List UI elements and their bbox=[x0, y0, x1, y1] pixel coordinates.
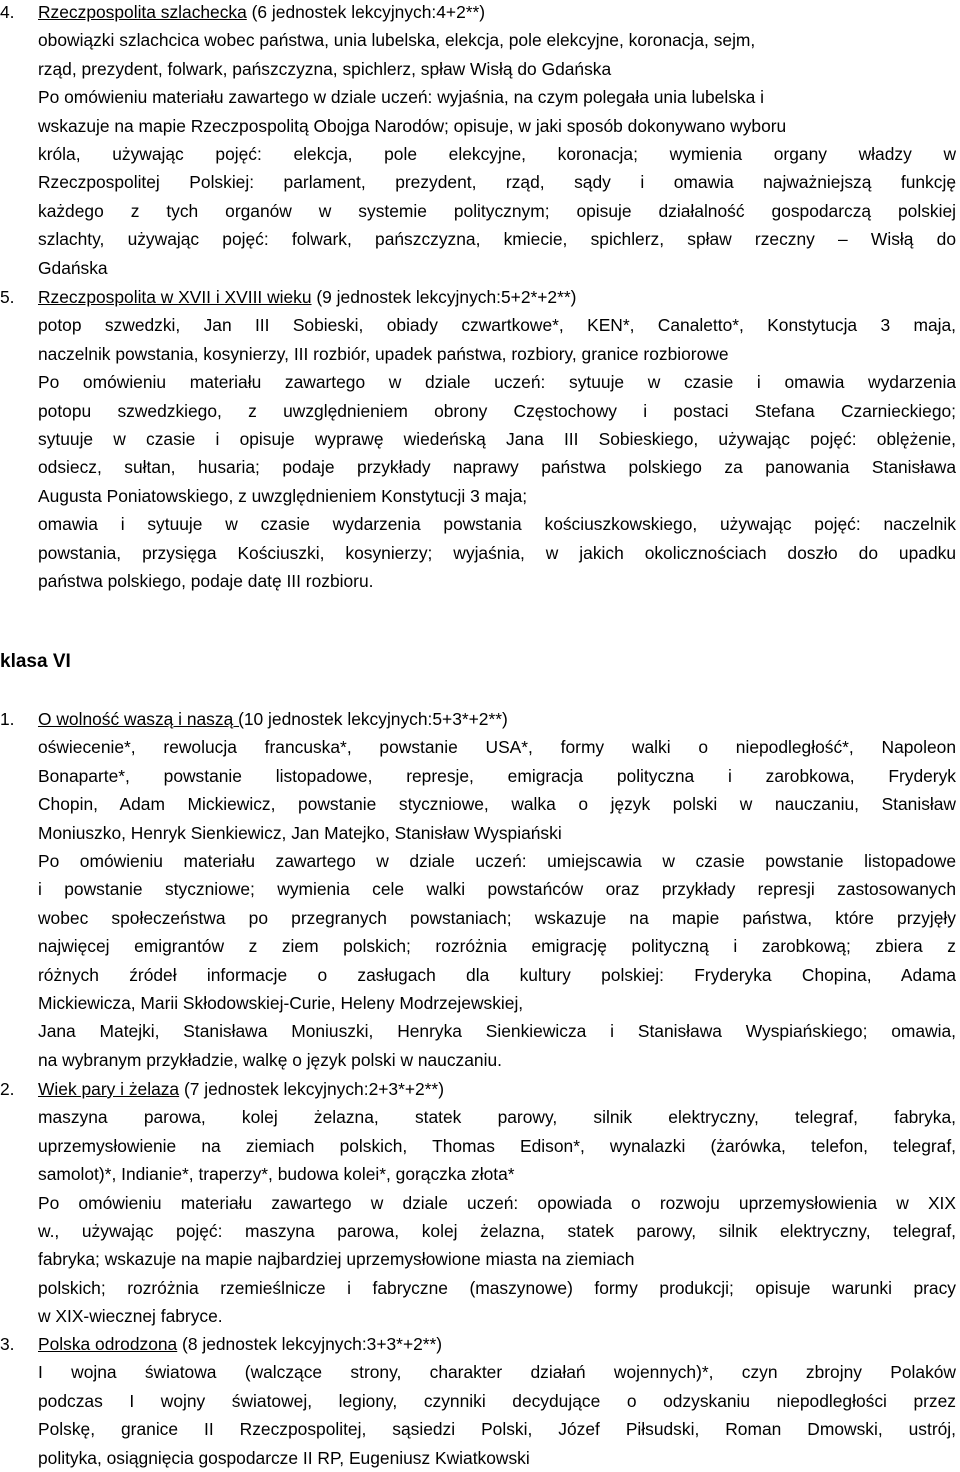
text-line: Augusta Poniatowskiego, z uwzględnieniem Konstytucji 3 maja; bbox=[38, 485, 528, 506]
section-4 bbox=[0, 0, 960, 282]
text-line: oświecenie*, rewolucja francuska*, powstanie USA*, formy walki o niepodległość*, Napoleon bbox=[38, 737, 956, 758]
text-line: Po omówieniu materiału zawartego w dziale uczeń: opowiada o rozwoju uprzemysłowienia w XIX bbox=[38, 1192, 956, 1213]
text-line: uprzemysłowienie na ziemiach polskich, Thomas Edison*, wynalazki (żarówka, telefon, telegraf, bbox=[38, 1135, 956, 1156]
text-line: sytuuje w czasie i opisuje wyprawę wiedeńską Jana III Sobieskiego, używając pojęć: oblężenie, bbox=[38, 428, 956, 449]
section-title: Rzeczpospolita w XVII i XVIII wieku bbox=[38, 287, 312, 307]
text-line: każdego z tych organów w systemie politycznym; opisuje działalność gospodarczą polskiej bbox=[38, 200, 956, 221]
section-number: 1. bbox=[0, 709, 15, 729]
text-line: potop szwedzki, Jan III Sobieski, obiady czwartkowe*, KEN*, Canaletto*, Konstytucja 3 maja, bbox=[38, 315, 956, 336]
text-line: wskazuje na mapie Rzeczpospolitą Obojga Narodów; opisuje, w jaki sposób dokonywano wyboru bbox=[38, 115, 787, 136]
section-body bbox=[38, 1075, 956, 1331]
text-line: najwięcej emigrantów z ziem polskich; rozróżnia emigrację polityczną i zarobkową; zbiera z bbox=[38, 936, 956, 957]
section-hours: (8 jednostek lekcyjnych:3+3*+2**) bbox=[177, 1334, 443, 1354]
text-line: wobec społeczeństwa po przegranych powstaniach; wskazuje na mapie państwa, które przyjęły bbox=[38, 907, 956, 928]
text-line: Po omówieniu materiału zawartego w dziale uczeń: wyjaśnia, na czym polegała unia lubelska i bbox=[38, 87, 764, 108]
grade-section-1 bbox=[0, 705, 960, 1074]
text-line: króla, używając pojęć: elekcja, pole elekcyjne, koronacja; wymienia organy władzy w bbox=[38, 143, 956, 164]
section-number: 4. bbox=[0, 2, 15, 22]
text-line: polskich; rozróżnia rzemieślnicze i fabryczne (maszynowe) formy produkcji; opisuje warunki pracy bbox=[38, 1277, 956, 1298]
section-5 bbox=[0, 283, 960, 595]
text-line: samolot)*, Indianie*, traperzy*, budowa kolei*, gorączka złota* bbox=[38, 1164, 515, 1185]
section-body bbox=[38, 705, 956, 1074]
text-line: powstania, przysięga Kościuszki, kosynierzy; wyjaśnia, w jakich okolicznościach doszło do upadku bbox=[38, 542, 956, 563]
text-line: naczelnik powstania, kosynierzy, III rozbiór, upadek państwa, rozbiory, granice rozbiorowe bbox=[38, 343, 729, 364]
section-body bbox=[38, 1330, 956, 1472]
section-title: Rzeczpospolita szlachecka bbox=[38, 2, 247, 22]
section-title: Polska odrodzona bbox=[38, 1334, 178, 1354]
text-line: Bonaparte*, powstanie listopadowe, represje, emigracja polityczna i zarobkowa, Fryderyk bbox=[38, 765, 956, 786]
text-line: Mickiewicza, Marii Skłodowskiej-Curie, Heleny Modrzejewskiej, bbox=[38, 992, 524, 1013]
text-line: państwa polskiego, podaje datę III rozbioru. bbox=[38, 570, 374, 591]
text-line: fabryka; wskazuje na mapie najbardziej uprzemysłowione miasta na ziemiach bbox=[38, 1249, 635, 1270]
grade-heading: klasa VI bbox=[0, 651, 71, 672]
section-hours: (7 jednostek lekcyjnych:2+3*+2**) bbox=[179, 1079, 444, 1099]
text-line: na wybranym przykładzie, walkę o język polski w nauczaniu. bbox=[38, 1049, 502, 1070]
text-line: Gdańska bbox=[38, 257, 108, 278]
section-body bbox=[38, 283, 956, 595]
section-number: 3. bbox=[0, 1334, 15, 1354]
text-line: maszyna parowa, kolej żelazna, statek parowy, silnik elektryczny, telegraf, fabryka, bbox=[38, 1107, 956, 1128]
text-line: omawia i sytuuje w czasie wydarzenia powstania kościuszkowskiego, używając pojęć: naczelnik bbox=[38, 514, 956, 535]
text-line: różnych źródeł informacje o zasługach dla kultury polskiej: Fryderyka Chopina, Adama bbox=[38, 964, 956, 985]
section-title-line bbox=[38, 283, 956, 311]
section-title-line bbox=[38, 1330, 956, 1358]
text-line: polityka, osiągnięcia gospodarcze II RP, Eugeniusz Kwiatkowski bbox=[38, 1447, 530, 1468]
text-line: w XIX-wiecznej fabryce. bbox=[38, 1306, 223, 1327]
section-body bbox=[38, 0, 956, 282]
section-hours: 10 jednostek lekcyjnych:5+3*+2**) bbox=[243, 709, 508, 729]
text-line: Rzeczpospolitej Polskiej: parlament, prezydent, rząd, sądy i omawia najważniejszą funkcję bbox=[38, 172, 956, 193]
text-line: Jana Matejki, Stanisława Moniuszki, Henryka Sienkiewicza i Stanisława Wyspiańskiego; omawia, bbox=[38, 1021, 956, 1042]
text-line: I wojna światowa (walczące strony, charakter działań wojennych)*, czyn zbrojny Polaków bbox=[38, 1362, 956, 1383]
text-line: w., używając pojęć: maszyna parowa, kolej żelazna, statek parowy, silnik elektryczny, telegraf, bbox=[38, 1220, 956, 1241]
text-line: Chopin, Adam Mickiewicz, powstanie styczniowe, walka o język polski w nauczaniu, Stanisław bbox=[38, 794, 956, 815]
text-line: potopu szwedzkiego, z uwzględnieniem obrony Częstochowy i postaci Stefana Czarnieckiego; bbox=[38, 400, 956, 421]
text-line: szlachty, używając pojęć: folwark, pańszczyzna, kmiecie, spichlerz, spław rzeczny – Wisłą do bbox=[38, 229, 956, 250]
section-title: Wiek pary i żelaza bbox=[38, 1079, 180, 1099]
grade-section-3 bbox=[0, 1330, 960, 1472]
section-title-line bbox=[38, 0, 956, 26]
text-line: Po omówieniu materiału zawartego w dziale uczeń: umiejscawia w czasie powstanie listopadowe bbox=[38, 850, 956, 871]
text-line: podczas I wojny światowej, legiony, czynniki decydujące o odzyskaniu niepodległości przez bbox=[38, 1390, 956, 1411]
section-title-line bbox=[38, 705, 956, 733]
text-line: obowiązki szlachcica wobec państwa, unia lubelska, elekcja, pole elekcyjne, koronacja, sejm, bbox=[38, 30, 756, 51]
text-line: Po omówieniu materiału zawartego w dziale uczeń: sytuuje w czasie i omawia wydarzenia bbox=[38, 372, 956, 393]
section-hours: (9 jednostek lekcyjnych:5+2*+2**) bbox=[311, 287, 577, 307]
section-number: 2. bbox=[0, 1079, 15, 1099]
section-number: 5. bbox=[0, 287, 15, 307]
text-line: odsiecz, sułtan, husaria; podaje przykłady naprawy państwa polskiego za panowania Stanisława bbox=[38, 457, 956, 478]
section-title: O wolność waszą i naszą ( bbox=[38, 709, 244, 729]
section-title-line bbox=[38, 1075, 956, 1103]
text-line: i powstanie styczniowe; wymienia cele walki powstańców oraz przykłady represji zastosowanych bbox=[38, 879, 956, 900]
text-line: rząd, prezydent, folwark, pańszczyzna, spichlerz, spław Wisłą do Gdańska bbox=[38, 58, 612, 79]
section-hours: (6 jednostek lekcyjnych:4+2**) bbox=[246, 2, 486, 22]
grade-section-2 bbox=[0, 1075, 960, 1331]
text-line: Polskę, granice II Rzeczpospolitej, sąsiedzi Polski, Józef Piłsudski, Roman Dmowski, ustrój, bbox=[38, 1419, 956, 1440]
text-line: Moniuszko, Henryk Sienkiewicz, Jan Matejko, Stanisław Wyspiański bbox=[38, 822, 562, 843]
